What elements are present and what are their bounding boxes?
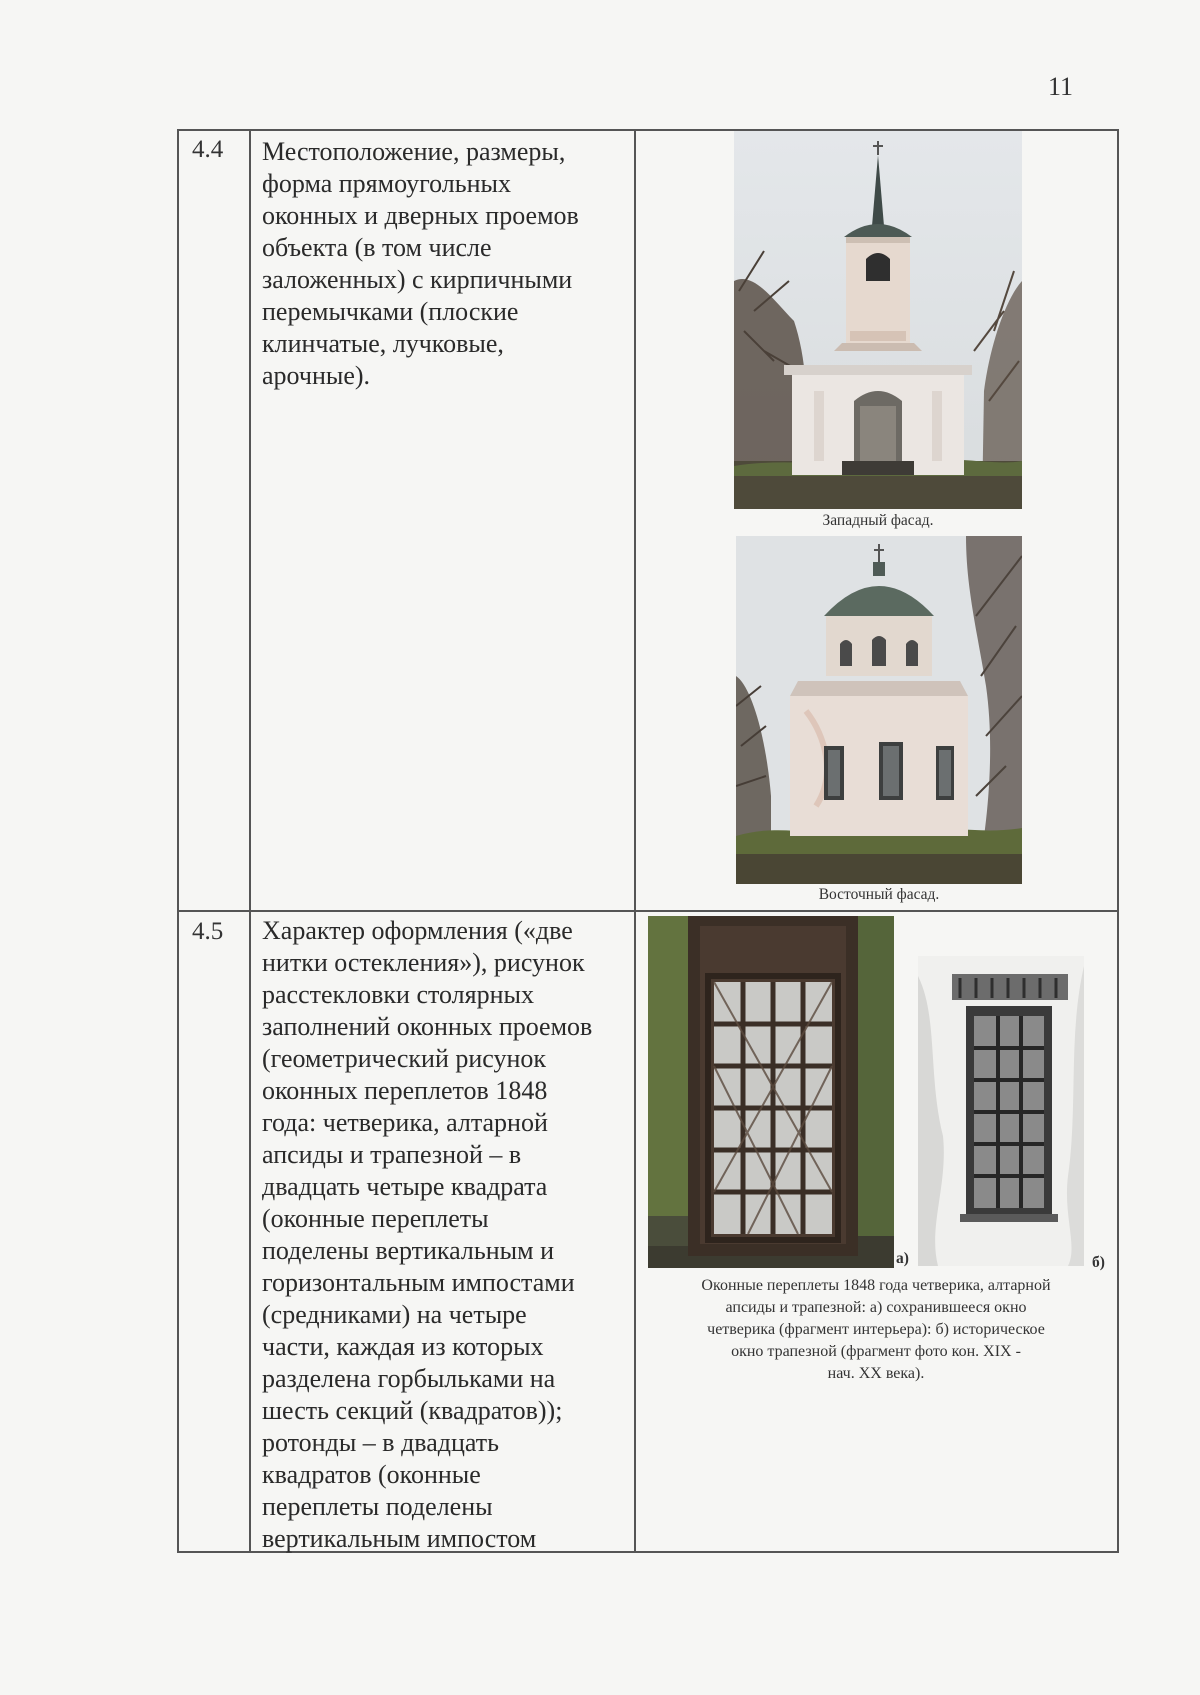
west-facade-photo xyxy=(734,131,1022,509)
text-line: заполнений оконных проемов xyxy=(262,1012,593,1041)
caption-line: Оконные переплеты 1848 года четверика, алтарной xyxy=(701,1277,1051,1294)
text-line: вертикальным импостом xyxy=(262,1524,537,1553)
text-line: заложенных) с кирпичными xyxy=(262,265,573,294)
caption-line: четверика (фрагмент интерьера): б) историческое xyxy=(707,1321,1045,1338)
windows-caption xyxy=(640,1275,1112,1385)
photo-b-label: б) xyxy=(1092,1254,1105,1271)
text-line: оконных переплетов 1848 xyxy=(262,1076,548,1105)
text-line: квадратов (оконные xyxy=(262,1460,481,1489)
historic-window-photo xyxy=(918,956,1084,1266)
text-line: горизонтальным импостами xyxy=(262,1268,575,1297)
text-line: перемычками (плоские xyxy=(262,297,519,326)
table-column-divider xyxy=(249,129,251,1553)
east-facade-photo xyxy=(736,536,1022,884)
text-line: части, каждая из которых xyxy=(262,1332,544,1361)
text-line: объекта (в том числе xyxy=(262,233,492,262)
caption-line: окно трапезной (фрагмент фото кон. XIX - xyxy=(731,1343,1021,1360)
east-facade-caption: Восточный фасад. xyxy=(818,886,940,903)
row-description xyxy=(262,136,579,392)
text-line: апсиды и трапезной – в xyxy=(262,1140,522,1169)
table-row-divider xyxy=(177,910,1119,912)
text-line: (оконные переплеты xyxy=(262,1204,489,1233)
text-line: расстекловки столярных xyxy=(262,980,534,1009)
text-line: оконных и дверных проемов xyxy=(262,201,579,230)
caption-line: нач. XX века). xyxy=(827,1365,925,1382)
text-line: арочные). xyxy=(262,361,371,390)
row-description xyxy=(262,915,592,1555)
text-line: нитки остекления»), рисунок xyxy=(262,948,585,977)
text-line: разделена горбыльками на xyxy=(262,1364,556,1393)
west-facade-caption: Западный фасад. xyxy=(822,512,934,529)
text-line: клинчатые, лучковые, xyxy=(262,329,504,358)
photo-a-label: а) xyxy=(896,1250,909,1267)
text-line: Характер оформления («две xyxy=(262,916,573,945)
text-line: форма прямоугольных xyxy=(262,169,511,198)
interior-window-photo xyxy=(648,916,894,1268)
text-line: года: четверика, алтарной xyxy=(262,1108,548,1137)
table-column-divider xyxy=(634,129,636,1553)
text-line: поделены вертикальным и xyxy=(262,1236,555,1265)
text-line: Местоположение, размеры, xyxy=(262,137,566,166)
text-line: двадцать четыре квадрата xyxy=(262,1172,548,1201)
text-line: ротонды – в двадцать xyxy=(262,1428,499,1457)
caption-line: апсиды и трапезной: а) сохранившееся окно xyxy=(725,1299,1027,1316)
row-number: 4.5 xyxy=(192,918,224,945)
text-line: (средниками) на четыре xyxy=(262,1300,527,1329)
row-number: 4.4 xyxy=(192,136,224,163)
page-number: 11 xyxy=(1048,72,1074,101)
text-line: (геометрический рисунок xyxy=(262,1044,547,1073)
text-line: шесть секций (квадратов)); xyxy=(262,1396,563,1425)
text-line: переплеты поделены xyxy=(262,1492,493,1521)
